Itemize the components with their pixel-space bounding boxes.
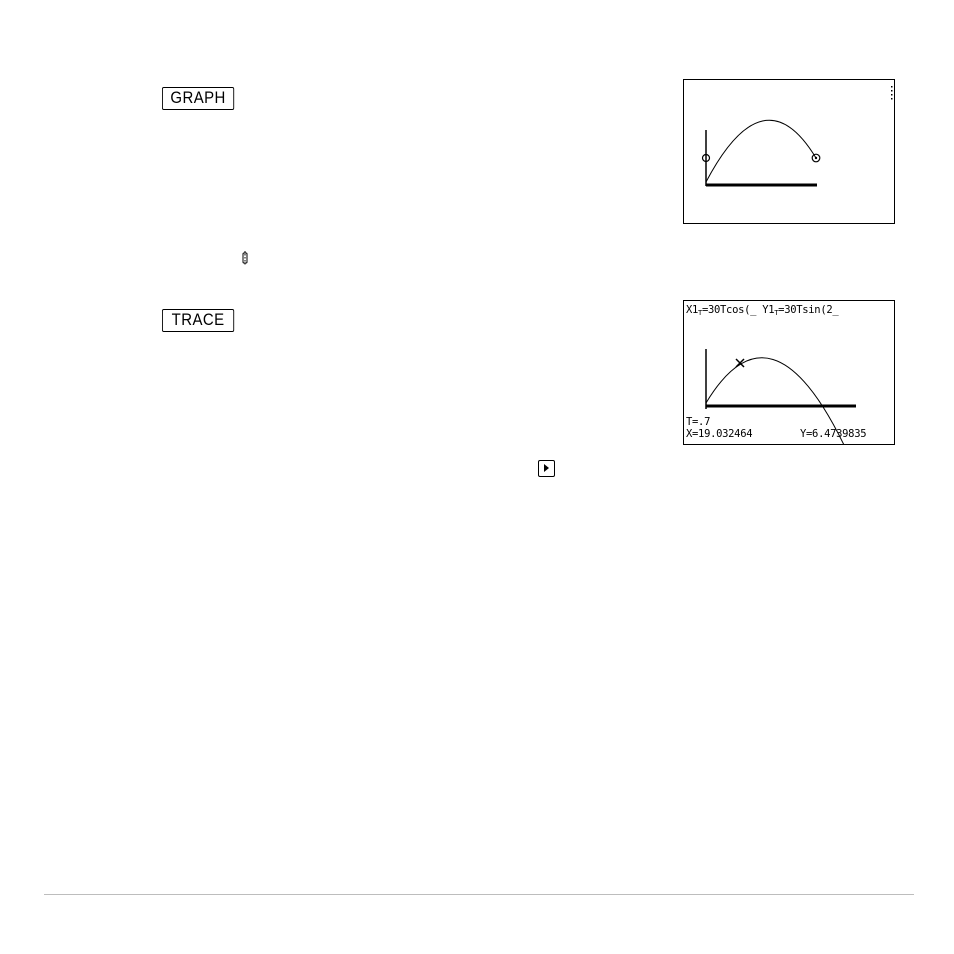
equation-line: $X1_T=30Tcos(\_$ $Y1_T=30Tsin(2\_$: [686, 304, 839, 317]
footer-divider: [44, 894, 914, 895]
dotted-busy-indicator-icon: [891, 86, 893, 100]
x-readout: X=19.032464: [686, 428, 753, 440]
trace-screen-plot: [684, 301, 895, 445]
graph-screen-plot: [684, 80, 895, 224]
trace-screen: [683, 300, 895, 445]
graph-screen: [683, 79, 895, 224]
trace-key[interactable]: TRACE: [162, 309, 234, 332]
graph-key[interactable]: GRAPH: [162, 87, 234, 110]
trajectory-curve: [706, 120, 816, 182]
right-arrow-key[interactable]: [538, 460, 555, 477]
busy-indicator-icon: [241, 250, 249, 266]
right-arrow-key-icon: [539, 461, 553, 475]
t-readout: T=.7: [686, 416, 711, 428]
end-marker-dot: [815, 157, 817, 159]
y-readout: Y=6.4739835: [800, 428, 867, 440]
